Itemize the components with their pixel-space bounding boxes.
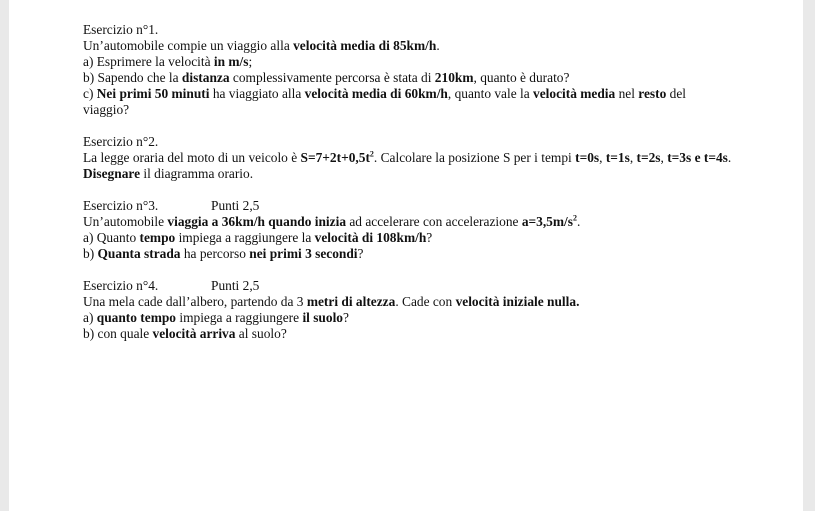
- exercise-3: [83, 198, 733, 262]
- exercise-line: a) Esprimere la velocità in m/s;: [83, 54, 253, 69]
- exercise-title: Esercizio n°4.: [83, 278, 159, 293]
- exercise-header: [83, 198, 733, 214]
- exercise-header: [83, 278, 733, 294]
- exercise-header: [83, 134, 733, 150]
- exercise-line: Una mela cade dall’albero, partendo da 3 metri di altezza. Cade con velocità iniziale nulla.: [83, 294, 580, 309]
- document-page: [9, 0, 803, 511]
- exercise-2: [83, 134, 733, 182]
- exercise-line: Un’automobile viaggia a 36km/h quando inizia ad accelerare con accelerazione $a=3,5m/s^2$.: [83, 213, 581, 229]
- exercise-title: Esercizio n°3.: [83, 198, 159, 213]
- exercise-line: b) con quale velocità arriva al suolo?: [83, 326, 287, 341]
- exercise-line: c) Nei primi 50 minuti ha viaggiato alla velocità media di 60km/h, quanto vale la velocità media nel resto del viaggio?: [83, 86, 687, 117]
- exercise-line: La legge oraria del moto di un veicolo è $S=7+2t+0,5t^2$. Calcolare la posizione S per i tempi t=0s, t=1s, t=2s, t=3s e t=4s. Disegnare il diagramma orario.: [83, 149, 732, 181]
- exercise-line: a) quanto tempo impiega a raggiungere il suolo?: [83, 310, 349, 325]
- exercise-line: a) Quanto tempo impiega a raggiungere la velocità di 108km/h?: [83, 230, 433, 245]
- exercise-title: Esercizio n°1.: [83, 22, 159, 37]
- document-content: [83, 22, 733, 358]
- exercise-points: Punti 2,5: [211, 198, 260, 213]
- exercise-line: b) Quanta strada ha percorso nei primi 3 secondi?: [83, 246, 364, 261]
- exercise-4: [83, 278, 733, 342]
- exercise-title: Esercizio n°2.: [83, 134, 159, 149]
- exercise-header: [83, 22, 733, 38]
- exercise-1: [83, 22, 733, 118]
- exercise-line: Un’automobile compie un viaggio alla velocità media di 85km/h.: [83, 38, 440, 53]
- exercise-points: Punti 2,5: [211, 278, 260, 293]
- exercise-line: b) Sapendo che la distanza complessivamente percorsa è stata di 210km, quanto è durato?: [83, 70, 570, 85]
